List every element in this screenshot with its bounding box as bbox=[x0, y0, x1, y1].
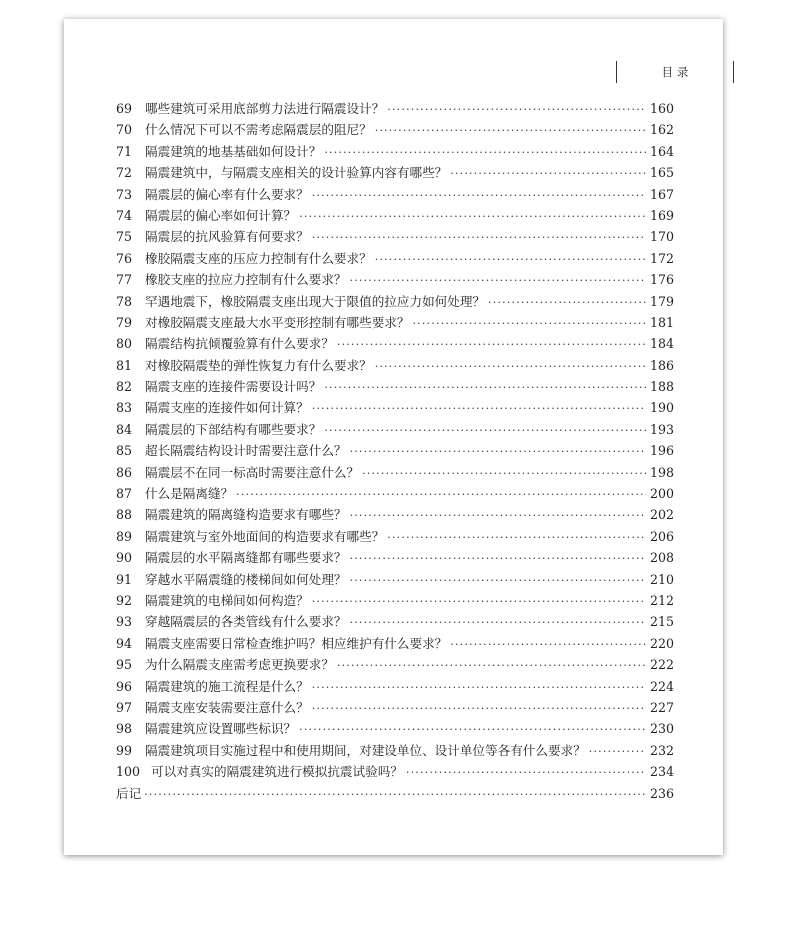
toc-entry-number: 82 bbox=[116, 379, 133, 395]
toc-entry-number: 84 bbox=[116, 421, 133, 437]
dot-leader bbox=[337, 659, 646, 672]
toc-entry-page-number: 200 bbox=[650, 486, 675, 502]
toc-entry-number: 77 bbox=[116, 272, 133, 288]
toc-entry-number: 96 bbox=[116, 678, 133, 694]
dot-leader bbox=[324, 424, 646, 437]
toc-entry-page-number: 232 bbox=[650, 742, 675, 758]
toc-entry-number: 69 bbox=[116, 101, 133, 116]
dot-leader bbox=[350, 574, 647, 587]
toc-entry-title: 隔震层的抗风验算有何要求？ bbox=[145, 229, 309, 245]
toc-entry-title: 罕遇地震下，橡胶隔震支座出现大于限值的拉应力如何处理？ bbox=[145, 293, 486, 309]
toc-entry-number: 83 bbox=[116, 400, 133, 416]
toc-entry bbox=[116, 248, 674, 269]
toc-entry bbox=[116, 226, 674, 247]
toc-entry bbox=[116, 740, 674, 761]
dot-leader bbox=[299, 210, 646, 223]
toc-entry-title: 什么是隔离缝？ bbox=[145, 486, 234, 502]
toc-entry-number: 72 bbox=[116, 165, 133, 181]
toc-entry bbox=[116, 504, 674, 525]
toc-entry-page-number: 230 bbox=[650, 721, 675, 737]
toc-entry-title: 隔震层的偏心率有什么要求？ bbox=[145, 186, 309, 202]
toc-entry-title: 隔震支座安装需要注意什么？ bbox=[145, 699, 309, 715]
toc-entry-page-number: 215 bbox=[650, 614, 675, 630]
toc-entry-title: 隔震建筑的隔离缝构造要求有哪些？ bbox=[145, 507, 347, 523]
toc-entry-title: 隔震层的下部结构有哪些要求？ bbox=[145, 421, 322, 437]
toc-entry-page-number: 190 bbox=[650, 400, 675, 416]
toc-entry bbox=[116, 355, 674, 376]
toc-entry-number: 89 bbox=[116, 528, 133, 544]
toc-entry-number: 90 bbox=[116, 550, 133, 566]
dot-leader bbox=[312, 702, 646, 715]
toc-entry-page-number: 188 bbox=[650, 379, 675, 395]
dot-leader bbox=[589, 745, 646, 758]
dot-leader bbox=[350, 274, 647, 287]
toc-entry-number: 98 bbox=[116, 721, 133, 737]
toc-entry-page-number: 236 bbox=[650, 785, 675, 801]
toc-entry bbox=[116, 783, 674, 804]
toc-entry-number: 81 bbox=[116, 357, 133, 373]
toc-entry bbox=[116, 312, 674, 333]
toc-entry-title: 隔震建筑中，与隔震支座相关的设计验算内容有哪些？ bbox=[145, 165, 448, 181]
toc-entry-title: 隔震建筑与室外地面间的构造要求有哪些？ bbox=[145, 528, 385, 544]
toc-entry bbox=[116, 269, 674, 290]
toc-entry-number: 93 bbox=[116, 614, 133, 630]
toc-entry-number: 99 bbox=[116, 742, 133, 758]
toc-entry bbox=[116, 291, 674, 312]
toc-entry-page-number: 164 bbox=[650, 143, 675, 159]
dot-leader bbox=[144, 788, 646, 801]
toc-entry-number: 70 bbox=[116, 122, 133, 138]
toc-entry-number: 87 bbox=[116, 486, 133, 502]
toc-entry-title: 超长隔震结构设计时需要注意什么？ bbox=[145, 443, 347, 459]
toc-entry-page-number: 224 bbox=[650, 678, 675, 694]
toc-entry-page-number: 193 bbox=[650, 421, 675, 437]
toc-entry bbox=[116, 590, 674, 611]
toc-entry-title: 隔震建筑的施工流程是什么？ bbox=[145, 678, 309, 694]
toc-entry-page-number: 227 bbox=[650, 699, 675, 715]
dot-leader bbox=[236, 488, 646, 501]
dot-leader bbox=[387, 531, 646, 544]
dot-leader bbox=[412, 317, 646, 330]
dot-leader bbox=[350, 509, 647, 522]
dot-leader bbox=[350, 552, 647, 565]
toc-entry bbox=[116, 718, 674, 739]
document-page bbox=[64, 19, 723, 855]
toc-entry bbox=[116, 569, 674, 590]
toc-entry-page-number: 198 bbox=[650, 464, 675, 480]
toc-entry bbox=[116, 333, 674, 354]
toc-entry-number: 73 bbox=[116, 186, 133, 202]
toc-entry-number: 79 bbox=[116, 314, 133, 330]
toc-entry-page-number: 186 bbox=[650, 357, 675, 373]
toc-entry-number: 78 bbox=[116, 293, 133, 309]
toc-entry-page-number: 210 bbox=[650, 571, 675, 587]
toc-entry bbox=[116, 419, 674, 440]
dot-leader bbox=[312, 595, 646, 608]
toc-entry-page-number: 162 bbox=[650, 122, 675, 138]
toc-entry bbox=[116, 205, 674, 226]
toc-entry-title: 橡胶支座的拉应力控制有什么要求？ bbox=[145, 272, 347, 288]
dot-leader bbox=[350, 445, 647, 458]
toc-entry bbox=[116, 184, 674, 205]
dot-leader bbox=[337, 338, 646, 351]
toc-entry-page-number: 208 bbox=[650, 550, 675, 566]
toc-entry-title: 哪些建筑可采用底部剪力法进行隔震设计？ bbox=[145, 101, 385, 116]
toc-entry-number: 88 bbox=[116, 507, 133, 523]
toc-entry-page-number: 212 bbox=[650, 592, 675, 608]
toc-entry-title: 为什么隔震支座需考虑更换要求？ bbox=[145, 657, 334, 673]
toc-entry-title: 对橡胶隔震支座最大水平变形控制有哪些要求？ bbox=[145, 314, 410, 330]
toc-entry bbox=[116, 654, 674, 675]
dot-leader bbox=[406, 766, 646, 779]
toc-entry-number: 85 bbox=[116, 443, 133, 459]
dot-leader bbox=[450, 167, 646, 180]
toc-entry-title: 隔震支座的连接件如何计算？ bbox=[145, 400, 309, 416]
toc-entry-number: 92 bbox=[116, 592, 133, 608]
toc-entry bbox=[116, 462, 674, 483]
toc-entry-title: 隔震建筑的地基基础如何设计？ bbox=[145, 143, 322, 159]
dot-leader bbox=[362, 467, 646, 480]
toc-entry-number: 75 bbox=[116, 229, 133, 245]
toc-entry bbox=[116, 376, 674, 397]
toc-entry-title: 穿越水平隔震缝的楼梯间如何处理？ bbox=[145, 571, 347, 587]
toc-entry-title: 隔震建筑项目实施过程中和使用期间，对建设单位、设计单位等各有什么要求？ bbox=[145, 742, 586, 758]
toc-entry-page-number: 222 bbox=[650, 657, 675, 673]
toc-entry bbox=[116, 98, 674, 119]
dot-leader bbox=[375, 360, 646, 373]
toc-entry-title: 穿越隔震层的各类管线有什么要求？ bbox=[145, 614, 347, 630]
toc-entry-title: 隔震建筑的电梯间如何构造？ bbox=[145, 592, 309, 608]
toc-entry-page-number: 165 bbox=[650, 165, 675, 181]
toc-entry bbox=[116, 676, 674, 697]
toc-entry bbox=[116, 119, 674, 140]
toc-entry-title: 隔震结构抗倾覆验算有什么要求？ bbox=[145, 336, 334, 352]
dot-leader bbox=[375, 253, 646, 266]
toc-entry-page-number: 169 bbox=[650, 207, 675, 223]
toc-entry-number: 94 bbox=[116, 635, 133, 651]
toc-entry-title: 后记 bbox=[116, 785, 142, 801]
toc-entry-number: 76 bbox=[116, 250, 133, 266]
toc-entry bbox=[116, 397, 674, 418]
dot-leader bbox=[350, 616, 647, 629]
toc-entry bbox=[116, 440, 674, 461]
dot-leader bbox=[312, 402, 646, 415]
dot-leader bbox=[324, 381, 646, 394]
dot-leader bbox=[375, 124, 646, 137]
toc-entry-page-number: 160 bbox=[650, 101, 675, 116]
toc-entry-page-number: 181 bbox=[650, 314, 675, 330]
toc-entry-page-number: 179 bbox=[650, 293, 675, 309]
toc-entry-page-number: 176 bbox=[650, 272, 675, 288]
dot-leader bbox=[299, 723, 646, 736]
toc-entry-number: 95 bbox=[116, 657, 133, 673]
dot-leader bbox=[324, 146, 646, 159]
toc-entry bbox=[116, 162, 674, 183]
toc-entry bbox=[116, 761, 674, 782]
toc-entry-number: 80 bbox=[116, 336, 133, 352]
toc-entry-title: 橡胶隔震支座的压应力控制有什么要求？ bbox=[145, 250, 372, 266]
toc-entry bbox=[116, 611, 674, 632]
toc-entry-page-number: 184 bbox=[650, 336, 675, 352]
table-of-contents bbox=[116, 98, 674, 804]
toc-entry bbox=[116, 633, 674, 654]
dot-leader bbox=[387, 103, 646, 116]
toc-entry-page-number: 167 bbox=[650, 186, 675, 202]
toc-entry-page-number: 220 bbox=[650, 635, 675, 651]
toc-entry-number: 100 bbox=[116, 764, 141, 780]
toc-entry bbox=[116, 547, 674, 568]
toc-entry-page-number: 196 bbox=[650, 443, 675, 459]
running-header: 目 录 bbox=[616, 61, 734, 83]
toc-entry-title: 什么情况下可以不需考虑隔震层的阻尼？ bbox=[145, 122, 372, 138]
toc-entry-title: 隔震层不在同一标高时需要注意什么？ bbox=[145, 464, 360, 480]
toc-entry-page-number: 170 bbox=[650, 229, 675, 245]
toc-entry bbox=[116, 483, 674, 504]
toc-entry-page-number: 202 bbox=[650, 507, 675, 523]
toc-entry-page-number: 234 bbox=[650, 764, 675, 780]
toc-entry-title: 隔震支座的连接件需要设计吗？ bbox=[145, 379, 322, 395]
toc-entry bbox=[116, 697, 674, 718]
toc-entry-number: 71 bbox=[116, 143, 133, 159]
toc-entry bbox=[116, 526, 674, 547]
dot-leader bbox=[312, 189, 646, 202]
toc-entry-number: 97 bbox=[116, 699, 133, 715]
toc-entry-page-number: 206 bbox=[650, 528, 675, 544]
toc-entry-title: 隔震层的水平隔离缝都有哪些要求？ bbox=[145, 550, 347, 566]
toc-entry-number: 91 bbox=[116, 571, 133, 587]
toc-entry-page-number: 172 bbox=[650, 250, 675, 266]
dot-leader bbox=[488, 296, 646, 309]
toc-entry bbox=[116, 141, 674, 162]
toc-entry-number: 74 bbox=[116, 207, 133, 223]
toc-entry-title: 隔震层的偏心率如何计算？ bbox=[145, 207, 297, 223]
toc-entry-title: 可以对真实的隔震建筑进行模拟抗震试验吗？ bbox=[151, 764, 403, 780]
dot-leader bbox=[312, 681, 646, 694]
toc-entry-number: 86 bbox=[116, 464, 133, 480]
dot-leader bbox=[312, 231, 646, 244]
dot-leader bbox=[450, 638, 646, 651]
toc-entry-title: 隔震支座需要日常检查维护吗？相应维护有什么要求？ bbox=[145, 635, 448, 651]
toc-entry-title: 隔震建筑应设置哪些标识？ bbox=[145, 721, 297, 737]
toc-entry-title: 对橡胶隔震垫的弹性恢复力有什么要求？ bbox=[145, 357, 372, 373]
